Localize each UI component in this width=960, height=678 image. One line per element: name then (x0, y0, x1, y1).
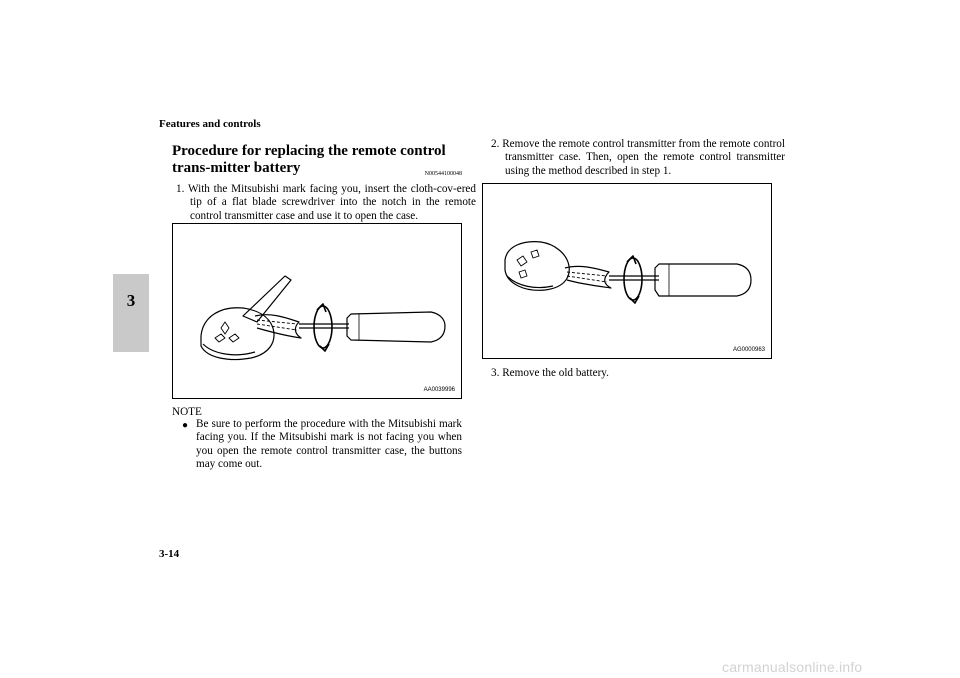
figure-transmitter-open (482, 183, 772, 359)
section-title: Procedure for replacing the remote control trans-mitter battery (172, 143, 446, 176)
figure-key-fob-open-case (172, 223, 462, 399)
transmitter-with-screwdriver-icon (483, 184, 771, 358)
note-bullet: ● (182, 420, 189, 431)
note-item (182, 418, 462, 472)
chapter-number: 3 (126, 291, 136, 310)
figure-code: AG0000963 (732, 347, 765, 353)
key-fob-with-screwdriver-icon (173, 224, 461, 398)
page-number: 3-14 (159, 548, 180, 560)
step-3-text: 3. Remove the old battery. (491, 367, 609, 379)
section-code: N00544100048 (424, 171, 462, 177)
running-header: Features and controls (159, 118, 261, 130)
note-label: NOTE (172, 406, 202, 418)
step-2-text: 2. Remove the remote control transmitter from the remote control transmitter case. Then, open the remote control transmitter using the method described in step 1. (491, 138, 785, 177)
watermark: carmanualsonline.info (722, 659, 863, 675)
figure-code: AA0039996 (423, 387, 455, 393)
chapter-tab (113, 274, 149, 352)
note-text: Be sure to perform the procedure with the Mitsubishi mark facing you. If the Mitsubishi mark is not facing you when you open the remote control transmitter case, the buttons may come out. (196, 418, 462, 471)
step-1-text: 1. With the Mitsubishi mark facing you, insert the cloth-cov-ered tip of a flat blade screwdriver into the notch in the remote control transmitter case and use it to open the case. (176, 183, 476, 222)
